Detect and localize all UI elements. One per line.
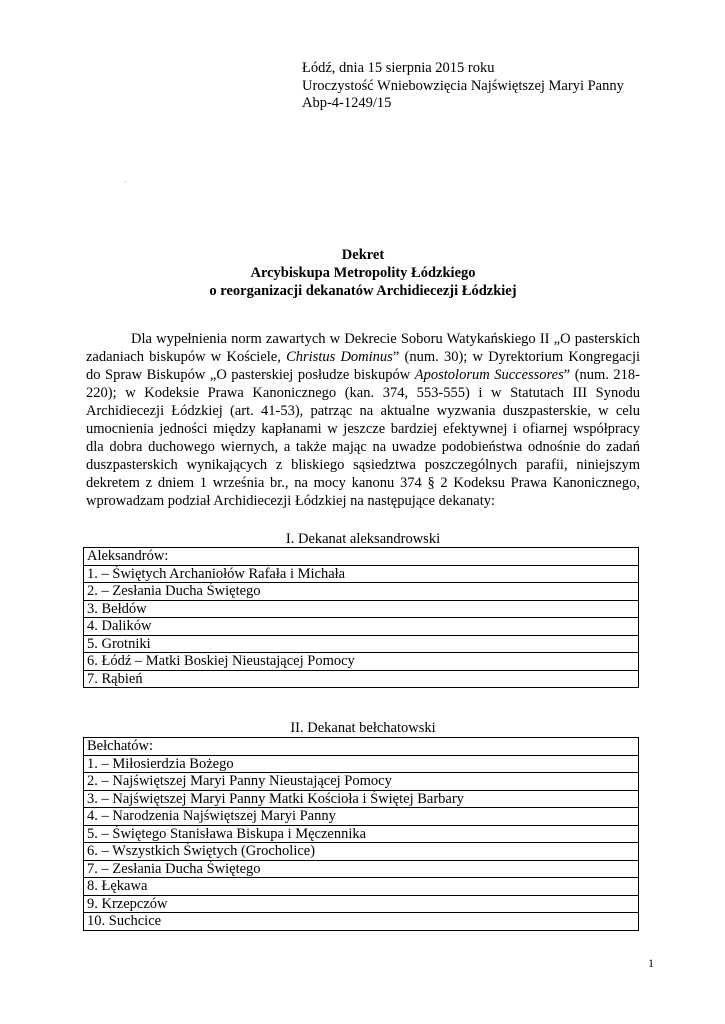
table-row [84, 860, 639, 878]
table-row [84, 895, 639, 913]
decree-title [86, 246, 640, 300]
table-row [84, 878, 639, 896]
table-cell: 4. Dalików [84, 618, 639, 636]
scan-speck: · [124, 178, 127, 187]
feast-name: Uroczystość Wniebowzięcia Najświętszej Maryi Panny [302, 77, 624, 94]
table-cell: 1. – Świętych Archaniołów Rafała i Michała [84, 565, 639, 583]
table-row [84, 618, 639, 636]
table-cell: Bełchatów: [84, 738, 639, 756]
table-cell: 10. Suchcice [84, 913, 639, 931]
table-cell: 2. – Najświętszej Maryi Panny Nieustającej Pomocy [84, 773, 639, 791]
table-row [84, 635, 639, 653]
table-cell: 4. – Narodzenia Najświętszej Maryi Panny [84, 808, 639, 826]
title-line-1: Dekret [341, 247, 385, 263]
table-row [84, 565, 639, 583]
table-cell: 6. Łódź – Matki Boskiej Nieustającej Pomocy [84, 653, 639, 671]
table-cell: 9. Krzepczów [84, 895, 639, 913]
table-row [84, 600, 639, 618]
table-row [84, 843, 639, 861]
body-italic-christus-dominus: Christus Dominus [286, 349, 393, 365]
reference-number: Abp-4-1249/15 [302, 95, 392, 111]
table-cell: 1. – Miłosierdzia Bożego [84, 755, 639, 773]
table-row [84, 670, 639, 688]
table-cell: 5. Grotniki [84, 635, 639, 653]
table-cell: Aleksandrów: [84, 548, 639, 566]
title-line-2: Arcybiskupa Metropolity Łódzkiego [250, 265, 476, 281]
table-row [84, 773, 639, 791]
table-cell: 8. Łękawa [84, 878, 639, 896]
table-cell: 7. – Zesłania Ducha Świętego [84, 860, 639, 878]
table-row [84, 913, 639, 931]
deanery-2-table [83, 737, 639, 931]
table-row [84, 808, 639, 826]
body-segment-5: ” (num. 218-220); w Kodeksie Prawa Kanonicznego (kan. 374, 553-555) i w Statutach III Synodu Archidiecezji Łódzkiej (art. 41-53), patrząc na aktualne wyzwania duszpasterskie, w celu umocnienia jedności między kapłanami w jeszcze bardziej efektywnej i ofiarnej współpracy dla dobra duchowego wiernych, a także mając na uwadze podobieństwa odnośnie do zadań duszpasterskich wynikających z bliskiego sąsiedztwa poszczególnych parafii, niniejszym dekretem z dniem 1 września br., na mocy kanonu 374 § 2 Kodeksu Prawa Kanonicznego, wprowadzam podział Archidiecezji Łódzkiej na następujące dekanaty: [86, 367, 641, 509]
deanery-1-title: I. Dekanat aleksandrowski [285, 531, 441, 547]
table-cell: 2. – Zesłania Ducha Świętego [84, 583, 639, 601]
decree-paragraph [86, 330, 640, 510]
body-segment-1: Dla wypełnienia norm zawartych w Dekrecie Soboru Watykańskiego II „O pasterskich zadaniach biskupów w Kościele, [86, 331, 640, 365]
table-cell: 3. – Najświętszej Maryi Panny Matki Kościoła i Świętej Barbary [84, 790, 639, 808]
table-row [84, 755, 639, 773]
table-cell: 3. Bełdów [84, 600, 639, 618]
body-italic-apostolorum: Apostolorum Successores [414, 367, 564, 383]
table-row [84, 653, 639, 671]
deanery-1-table [83, 547, 639, 688]
table-cell: 5. – Świętego Stanisława Biskupa i Męczennika [84, 825, 639, 843]
document-header [302, 60, 624, 113]
table-cell: 7. Rąbień [84, 670, 639, 688]
table-row [84, 825, 639, 843]
body-segment-3: ” (num. 30); w Dyrektorium Kongregacji do Spraw Biskupów „O pasterskiej posłudze biskupów [86, 349, 640, 383]
decree-body [86, 330, 640, 510]
table-cell: 6. – Wszystkich Świętych (Grocholice) [84, 843, 639, 861]
table-row [84, 548, 639, 566]
table-row [84, 583, 639, 601]
deanery-2-title: II. Dekanat bełchatowski [290, 720, 436, 736]
table-row [84, 790, 639, 808]
table-row [84, 738, 639, 756]
title-line-3: o reorganizacji dekanatów Archidiecezji Łódzkiej [209, 283, 517, 299]
place-date: Łódź, dnia 15 sierpnia 2015 roku [302, 60, 495, 76]
page-number: 1 [648, 956, 654, 970]
